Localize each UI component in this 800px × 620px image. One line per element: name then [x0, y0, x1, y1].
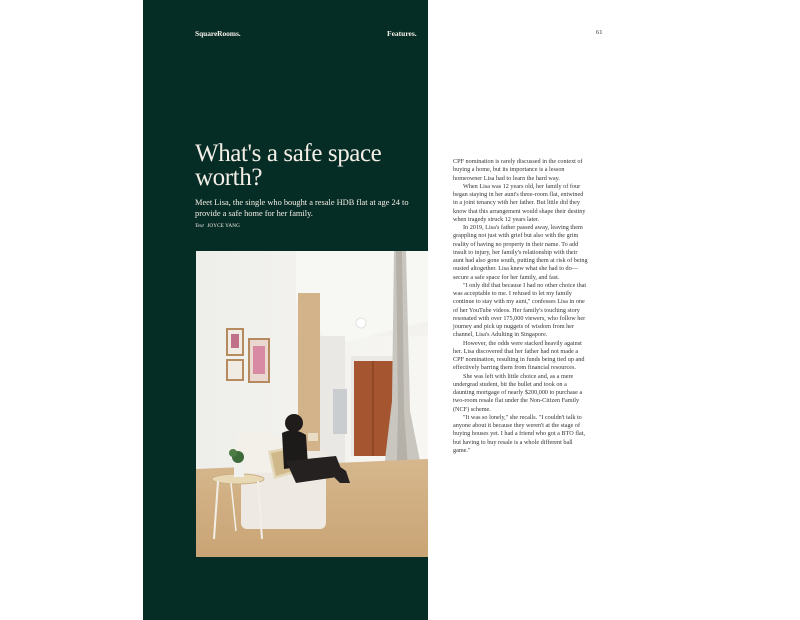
left-page — [143, 0, 428, 620]
body-paragraph: However, the odds were stacked heavily against her. Lisa discovered that her father had not made a CPF nomination, resulting in funds being tied up and effectively barring them from financial resources. — [453, 339, 585, 372]
body-paragraph: She was left with little choice and, as a mere undergrad student, bit the bullet and took on a daunting mortgage of nearly $200,000 to purchase a two-room resale flat under the Non-Citizen Family (NCF) scheme. — [453, 372, 583, 413]
article-credit — [195, 223, 240, 229]
body-paragraph: "I only did that because I had no other choice that was acceptable to me. I refused to let my family continue to stay with my aunt," confesses Lisa in one of her YouTube videos. Her family's touching story resonated with over 175,000 viewers, who follow her journey and pick up nuggets of wisdom from her channel, Lisa's Adulting in Singapore. — [453, 281, 587, 339]
credit-label: Text — [195, 223, 204, 229]
body-paragraph: "It was so lonely," she recalls. "I couldn't talk to anyone about it because they weren't at the stage of buying houses yet. I had a friend who got a BTO flat, but having to buy resale is a whole different ball game." — [453, 413, 586, 454]
article-photo — [196, 251, 428, 557]
brand-name: SquareRooms. — [195, 29, 241, 38]
body-paragraph: When Lisa was 12 years old, her family of four began staying in her aunt's three-room flat, entwined in a joint tenancy with her father. But little did they know that this arrangement would shape their destiny when tragedy struck 12 years later. — [453, 182, 586, 223]
article-deck: Meet Lisa, the single who bought a resale HDB flat at age 24 to provide a safe home for her family. — [195, 198, 409, 218]
credit-name: JOYCE YANG — [207, 223, 240, 229]
section-label: Features. — [387, 29, 417, 38]
article-headline: What's a safe space worth? — [195, 140, 382, 191]
body-paragraph: CPF nomination is rarely discussed in the context of buying a home, but its importance is a lesson homeowner Lisa had to learn the hard way. — [453, 158, 583, 182]
body-paragraph: In 2019, Lisa's father passed away, leaving them grappling not just with grief but also with the grim reality of having no property in their name. To add insult to injury, her family's relationship with their aunt had also gone south, putting them at risk of being ousted altogether. Lisa knew what she had to do—secure a safe space for her family, and fast. — [453, 224, 588, 281]
living-room-photo — [196, 251, 428, 557]
page-number: 61 — [596, 29, 603, 36]
article-body — [453, 158, 589, 455]
magazine-spread — [143, 0, 608, 620]
